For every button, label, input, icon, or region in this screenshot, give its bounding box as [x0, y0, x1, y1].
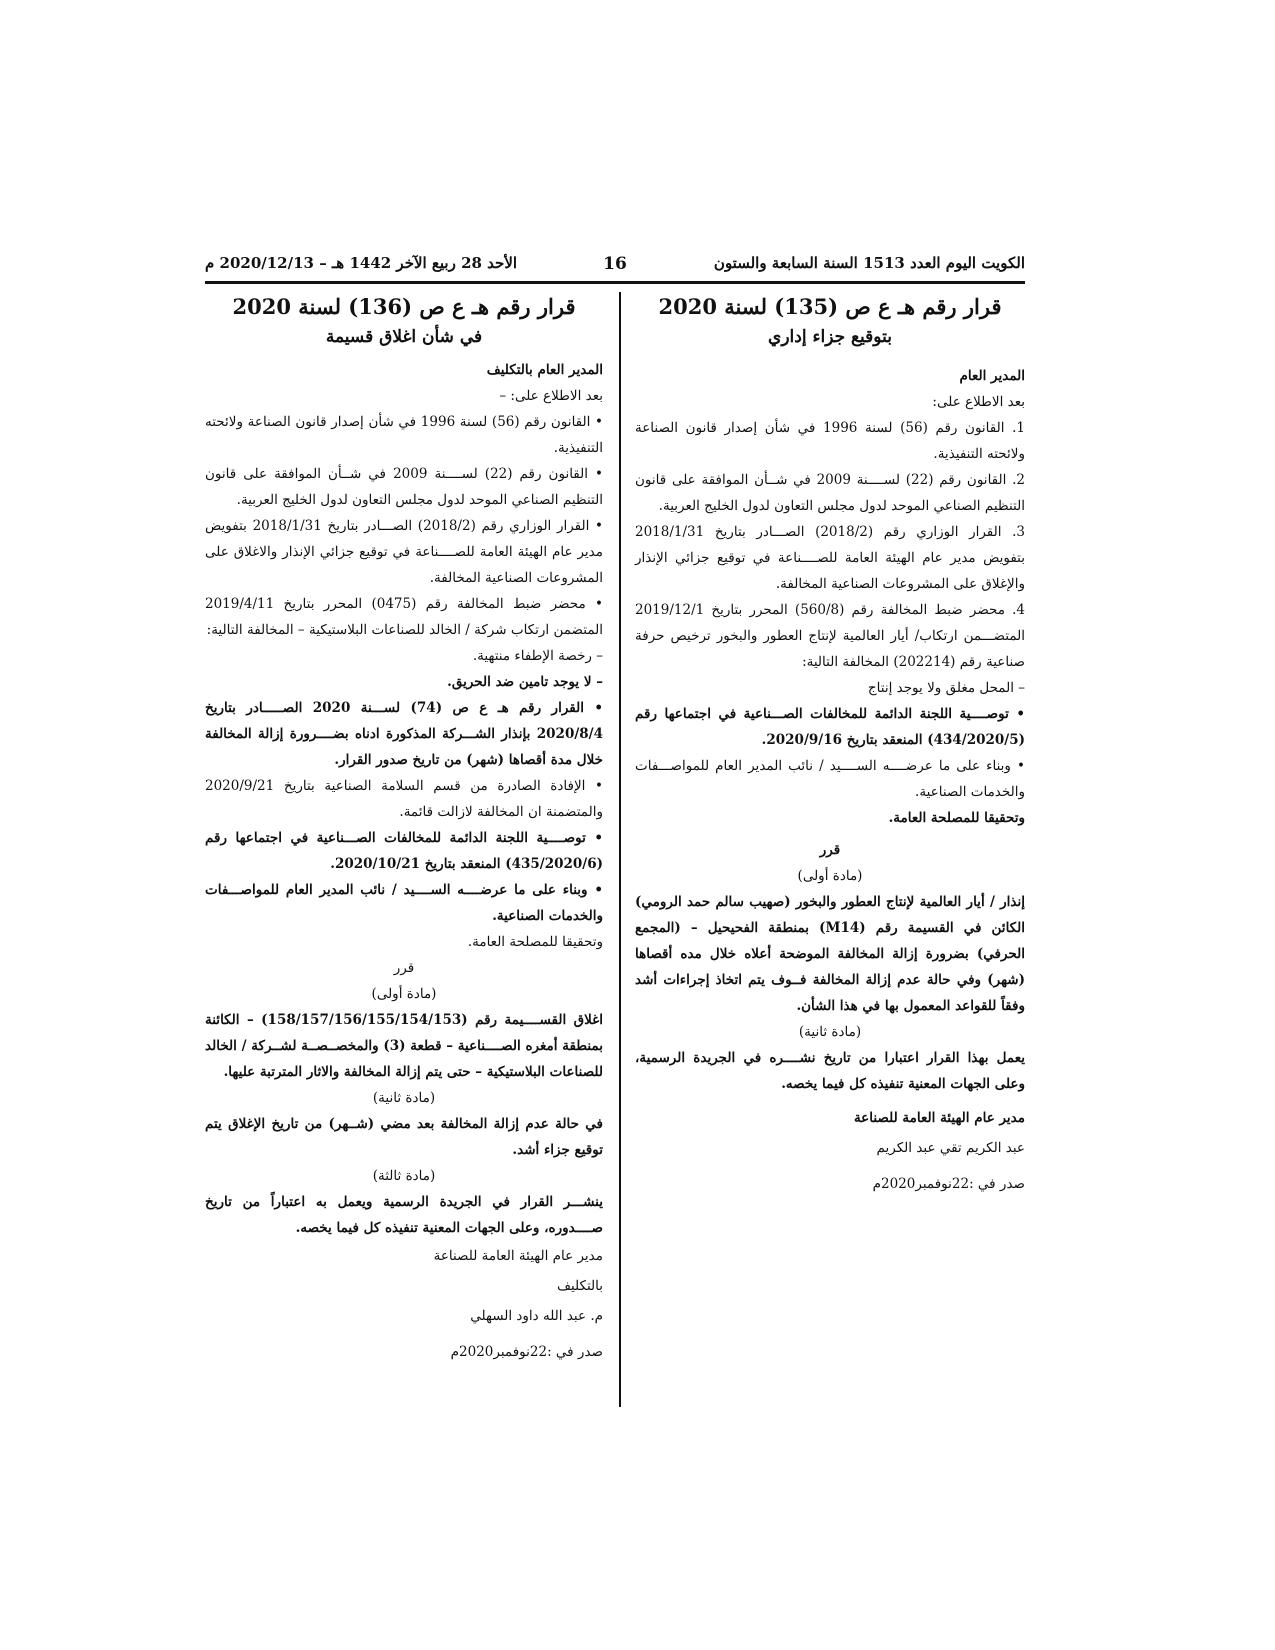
decision-136-item-7: • القرار رقم هـ ع ص (74) لســـنة 2020 الصـــــادر بتاريخ 2020/8/4 بإنذار الشـــركة المذكورة ادناه بضــــرورة إزالة المخالفة خلال مدة أقصاها (شهر) من تاريخ صدور القرار. — [205, 700, 603, 768]
decision-136-intro: بعد الاطلاع على: – — [499, 388, 603, 404]
issue-date: الأحد 28 ربيع الآخر 1442 هـ – 2020/12/13 م — [205, 254, 518, 272]
decision-135-item-3: 3. القرار الوزاري رقم (2018/2) الصـــادر بتاريخ 2018/1/31 بتفويض مدير عام الهيئة العامة للصــــناعة في توقيع جزائي الإنذار والإغلاق على المشروعات الصناعية المخالفة. — [635, 524, 1025, 592]
decision-135-issued-date: صدر في :22نوفمبر2020م — [872, 1176, 1025, 1192]
decision-135-item-7: • وبناء على ما عرضــــه الســــيد / نائب المدير العام للمواصـــفات والخدمات الصناعية. — [635, 758, 1025, 800]
decision-136-item-6: – لا يوجد تامين ضد الحريق. — [447, 674, 603, 690]
decision-135-title: قرار رقم هـ ع ص (135) لسنة 2020 — [658, 294, 1002, 319]
publication-info: الكويت اليوم العدد 1513 السنة السابعة والستون — [713, 254, 1025, 272]
decision-136-article-3-text: ينشـــر القرار في الجريدة الرسمية ويعمل به اعتباراً من تاريخ صــــدوره، وعلى الجهات المعنية تنفيذه كل فيما يخصه. — [205, 1194, 603, 1236]
decision-135-issuer: المدير العام — [959, 368, 1025, 384]
decision-135-article-2-heading: (مادة ثانية) — [798, 1024, 862, 1040]
decision-136-item-9: • توصــــية اللجنة الدائمة للمخالفات الصـــناعية في اجتماعها رقم (435/2020/6) المنعقد بتاريخ 2020/10/21. — [205, 830, 603, 872]
decision-136-item-3: • القرار الوزاري رقم (2018/2) الصـــادر بتاريخ 2018/1/31 بتفويض مدير عام الهيئة العامة للصــــناعة في توقيع جزائي الإنذار والاغلاق على المشروعات الصناعية المخالفة. — [205, 518, 603, 586]
decision-136-item-11: وتحقيقا للمصلحة العامة. — [467, 934, 603, 950]
decision-136-article-1-heading: (مادة أولى) — [371, 986, 437, 1002]
decision-135-item-1: 1. القانون رقم (56) لسنة 1996 في شأن إصدار قانون الصناعة ولائحته التنفيذية. — [635, 420, 1026, 462]
decision-136-issuer: المدير العام بالتكليف — [486, 362, 603, 378]
decision-135-item-4: 4. محضر ضبط المخالفة رقم (560/8) المحرر بتاريخ 2019/12/1 المتضـــمن ارتكاب/ أيار العالمية لإنتاج العطور والبخور ترخيص حرفة صناعية رقم (202214) المخالفة التالية: — [635, 602, 1025, 670]
decision-136-article-1-text: اغلاق القســــيمة رقم (158/157/156/155/154/153) – الكائنة بمنطقة أمغره الصــــناعية – قطعة (3) والمخصــصــة لشــركة / الخالد للصناعات البلاستيكية – حتى يتم إزالة المخالفة والاثار المترتبة عليها. — [205, 1012, 603, 1080]
column-divider — [619, 292, 621, 1407]
decision-135-signatory-title: مدير عام الهيئة العامة للصناعة — [853, 1110, 1025, 1126]
decision-135-intro: بعد الاطلاع على: — [932, 394, 1025, 410]
decision-136-item-10: • وبناء على ما عرضــــه الســــيد / نائب المدير العام للمواصـــفات والخدمات الصناعية. — [205, 882, 603, 924]
decision-135-item-6: • توصــــية اللجنة الدائمة للمخالفات الصـــناعية في اجتماعها رقم (434/2020/5) المنعقد بتاريخ 2020/9/16. — [635, 706, 1025, 748]
decision-135-decided: قرر — [819, 842, 841, 858]
decision-135 — [635, 294, 1025, 1199]
decision-135-article-1-heading: (مادة أولى) — [797, 868, 863, 884]
decision-136-article-2-heading: (مادة ثانية) — [372, 1090, 436, 1106]
decision-135-item-2: 2. القانون رقم (22) لســــنة 2009 في شــأن الموافقة على قانون التنظيم الصناعي الموحد لدول مجلس التعاون لدول الخليج العربية. — [635, 472, 1026, 514]
decision-135-signatory-name: عبد الكريم تقي عبد الكريم — [876, 1140, 1025, 1156]
decision-136-title: قرار رقم هـ ع ص (136) لسنة 2020 — [232, 294, 576, 319]
decision-136-article-2-text: في حالة عدم إزالة المخالفة بعد مضي (شــهر) من تاريخ الإغلاق يتم توقيع جزاء أشد. — [205, 1116, 603, 1158]
decision-136-item-1: • القانون رقم (56) لسنة 1996 في شأن إصدار قانون الصناعة ولائحته التنفيذية. — [205, 414, 603, 456]
page-header — [205, 254, 1025, 284]
decision-135-subtitle: بتوقيع جزاء إداري — [768, 327, 892, 347]
decision-136-signatory-assignment: بالتكليف — [556, 1278, 603, 1294]
decision-135-item-5: – المحل مغلق ولا يوجد إنتاج — [867, 680, 1025, 696]
decision-136-issued-date: صدر في :22نوفمبر2020م — [450, 1344, 603, 1360]
decision-136-signatory-title: مدير عام الهيئة العامة للصناعة — [433, 1248, 603, 1264]
page-number: 16 — [603, 254, 627, 274]
decision-135-article-2-text: يعمل بهذا القرار اعتبارا من تاريخ نشــــره في الجريدة الرسمية، وعلى الجهات المعنية تنفيذه كل فيما يخصه. — [635, 1050, 1025, 1092]
decision-136-item-2: • القانون رقم (22) لســــنة 2009 في شــأن الموافقة على قانون التنظيم الصناعي الموحد لدول مجلس التعاون لدول الخليج العربية. — [205, 466, 604, 508]
decision-135-article-1-text: إنذار / أيار العالمية لإنتاج العطور والبخور (صهيب سالم حمد الرومي) الكائن في القسيمة رقم (M14) بمنطقة الفحيحيل – (المجمع الحرفي) بضرورة إزالة المخالفة الموضحة أعلاه خلال مده أقصاها (شهر) وفي حالة عدم إزالة المخالفة فــوف يتم اتخاذ إجراءات أشد وفقاً للقواعد المعمول بها في هذا الشأن. — [635, 894, 1025, 1014]
decision-136-item-5: – رخصة الإطفاء منتهية. — [472, 648, 603, 664]
decision-136 — [205, 294, 603, 1367]
decision-135-item-8: وتحقيقا للمصلحة العامة. — [888, 810, 1025, 826]
header-divider — [205, 281, 1025, 284]
decision-136-article-3-heading: (مادة ثالثة) — [372, 1168, 436, 1184]
decision-136-item-8: • الإفادة الصادرة من قسم السلامة الصناعية بتاريخ 2020/9/21 والمتضمنة ان المخالفة لازالت قائمة. — [205, 778, 603, 820]
decision-136-subtitle: في شأن اغلاق قسيمة — [325, 327, 483, 347]
decision-136-decided: قرر — [393, 960, 415, 976]
decision-136-signatory-name: م. عبد الله داود السهلي — [470, 1308, 603, 1324]
decision-136-item-4: • محضر ضبط المخالفة رقم (0475) المحرر بتاريخ 2019/4/11 المتضمن ارتكاب شركة / الخالد للصناعات البلاستيكية – المخالفة التالية: — [205, 596, 603, 638]
